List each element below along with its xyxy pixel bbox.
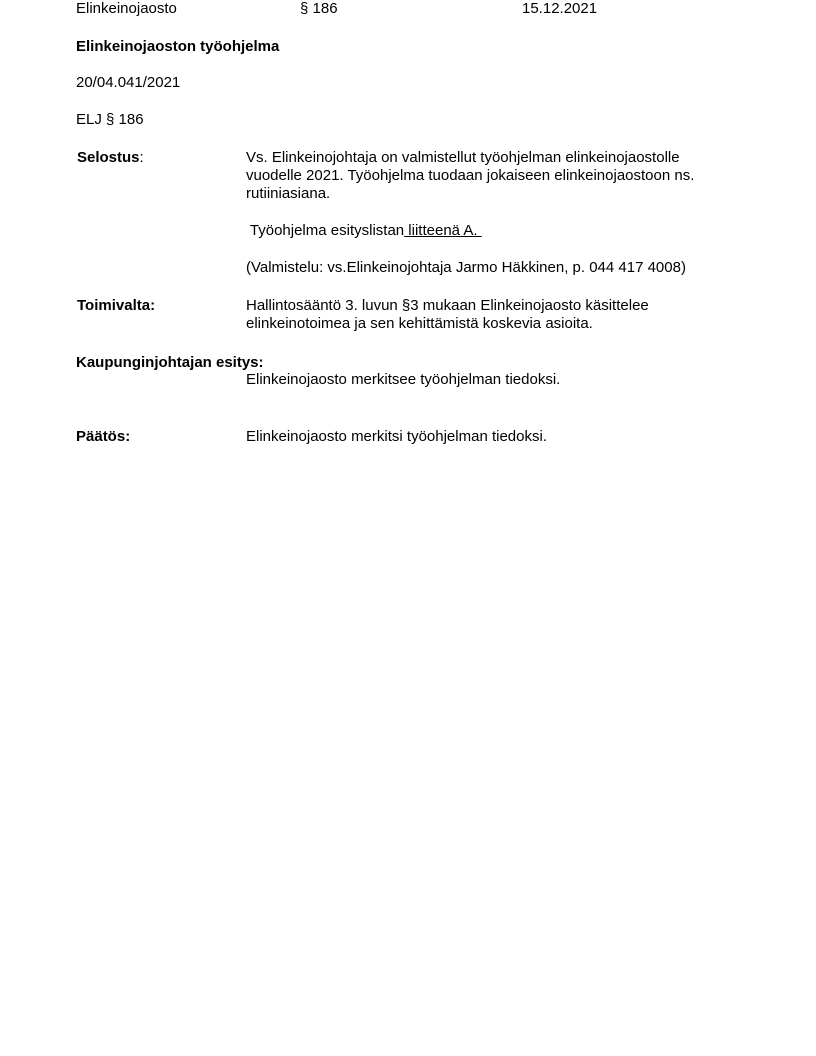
header-organ: Elinkeinojaosto [76, 0, 177, 17]
attachment-prefix: Työohjelma esityslistan [246, 222, 405, 239]
preparer-info: (Valmistelu: vs.Elinkeinojohtaja Jarmo Häkkinen, p. 044 417 4008) [246, 259, 686, 276]
section-reference: ELJ § 186 [76, 111, 144, 128]
toimivalta-label: Toimivalta: [77, 297, 156, 314]
toimivalta-line-1: Hallintosääntö 3. luvun §3 mukaan Elinkeinojaosto käsittelee [246, 297, 649, 314]
selostus-label-text: Selostus [77, 149, 140, 166]
selostus-label [77, 149, 144, 167]
selostus-line-2: vuodelle 2021. Työohjelma tuodaan jokaiseen elinkeinojaostoon ns. [246, 167, 695, 184]
paatos-label: Päätös: [76, 428, 131, 445]
toimivalta-body [246, 297, 746, 333]
selostus-body [246, 149, 746, 203]
selostus-line-3: rutiiniasiana. [246, 185, 331, 202]
header-date: 15.12.2021 [522, 0, 598, 17]
toimivalta-line-2: elinkeinotoimea ja sen kehittämistä koskevia asioita. [246, 315, 593, 332]
attachment-link[interactable]: liitteenä A. [404, 222, 482, 239]
diary-number: 20/04.041/2021 [76, 74, 181, 91]
paatos-text: Elinkeinojaosto merkitsi työohjelman tiedoksi. [246, 428, 547, 445]
selostus-label-colon: : [139, 149, 144, 166]
header-section: § 186 [300, 0, 338, 17]
esitys-text: Elinkeinojaosto merkitsee työohjelman tiedoksi. [246, 371, 561, 388]
document-title: Elinkeinojaoston työohjelma [76, 38, 280, 55]
attachment-line [246, 222, 482, 240]
esitys-label: Kaupunginjohtajan esitys: [76, 354, 264, 371]
selostus-line-1: Vs. Elinkeinojohtaja on valmistellut työohjelman elinkeinojaostolle [246, 149, 680, 166]
